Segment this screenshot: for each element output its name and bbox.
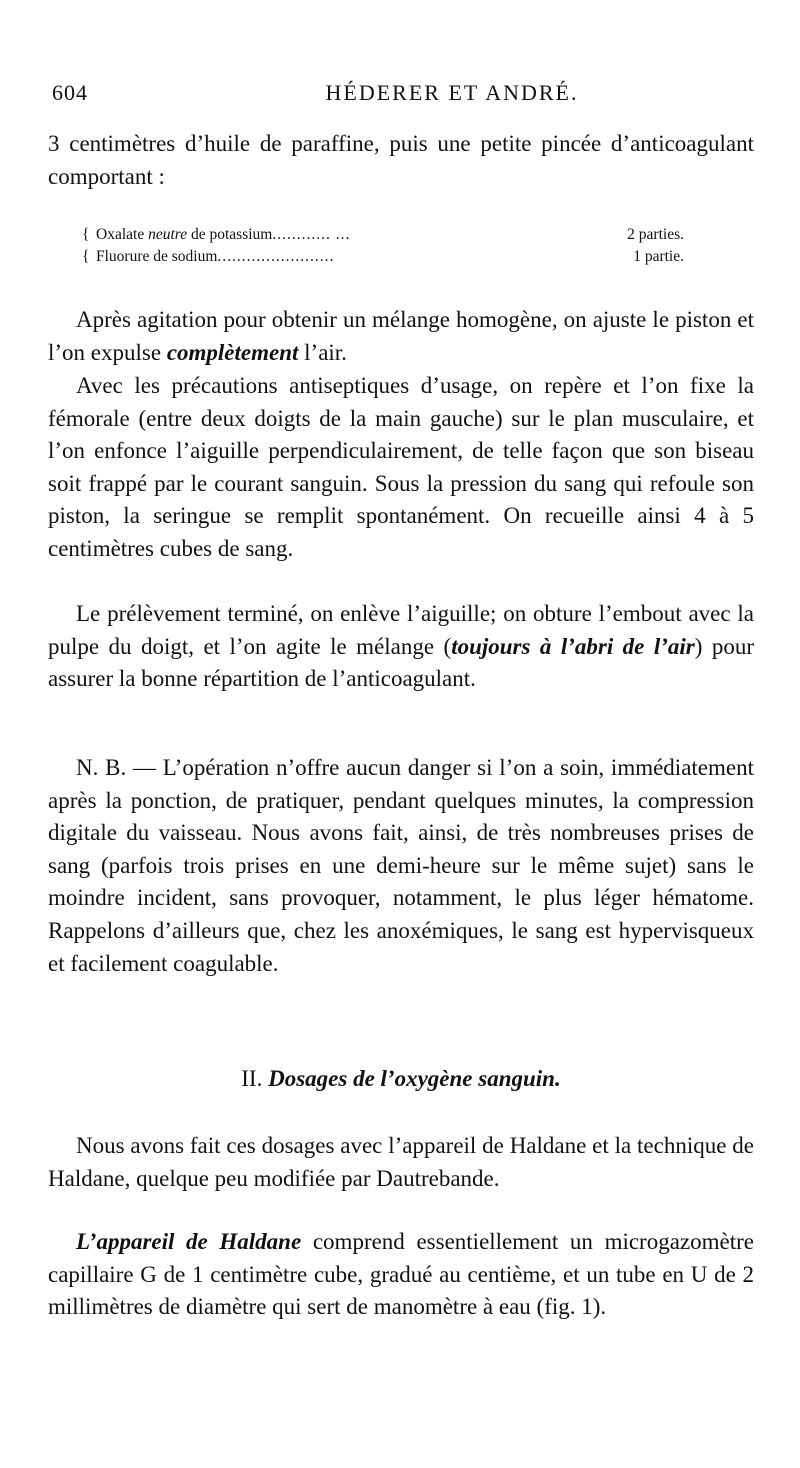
paragraph-nb: N. B. — L’opération n’offre aucun danger si l’on a soin, immédiatement après la ponction, de pratiquer, pendant quelques minutes, la compression digitale du vaisseau. Nous avons fait, ainsi, de très nombreuses prises de sang (parfois trois prises en une demi-heure sur le même sujet) sans le moindre incident, sans provoquer, notamment, le plus léger hématome. Rappelons d’ailleurs que, chez les anoxémiques, le sang est hypervisqueux et facilement coagulable.	[48, 755, 754, 976]
brace-glyph: {	[82, 226, 90, 243]
paragraph-dosages: Nous avons fait ces dosages avec l’appareil de Haldane et la technique de Haldane, quelque peu modifiée par Dautrebande.	[48, 1133, 754, 1191]
formula-quantity: 1 partie.	[629, 246, 684, 268]
formula-table	[82, 224, 702, 268]
formula-row	[82, 224, 702, 246]
intro-paragraph: 3 centimètres d’huile de paraffine, puis une petite pincée d’anticoagulant comportant :	[48, 131, 754, 189]
paragraph-femoral: Avec les précautions antiseptiques d’usage, on repère et l’on fixe la fémorale (entre deux doigts de la main gauche) sur le plan musculaire, et l’on enfonce l’aiguille perpendiculairement, de telle façon que son biseau soit frappé par le courant sanguin. Sous la pression du sang qui refoule son piston, la seringue se remplit spontanément. On recueille ainsi 4 à 5 centimètres cubes de sang.	[48, 373, 754, 561]
paragraph-prelevement: Le prélèvement terminé, on enlève l’aiguille; on obture l’embout avec la pulpe du doigt, et l’on agite le mélange (toujours à l’abri de l’air) pour assurer la bonne répartition de l’anticoagulant.	[48, 601, 754, 692]
formula-label: Oxalate neutre de potassium	[96, 226, 273, 243]
section-number: II.	[241, 1066, 263, 1091]
formula-quantity: 2 parties.	[623, 224, 684, 246]
section-heading	[48, 1066, 754, 1092]
running-title: HÉDERER ET ANDRÉ.	[325, 80, 579, 105]
paragraph-appareil: L’appareil de Haldane comprend essentiellement un microgazomètre capillaire G de 1 centimètre cube, gradué au centième, et un tube en U de 2 millimètres de diamètre qui sert de manomètre à eau (fig. 1).	[48, 1229, 754, 1320]
brace-glyph: {	[82, 248, 90, 265]
page-header	[52, 80, 752, 112]
leader-dots: ........................	[217, 248, 335, 265]
formula-row	[82, 246, 702, 268]
section-title: Dosages de l’oxygène sanguin.	[268, 1066, 561, 1091]
paragraph-agitation: Après agitation pour obtenir un mélange homogène, on ajuste le piston et l’on expulse complètement l’air.	[48, 307, 754, 365]
page-number: 604	[52, 80, 88, 105]
formula-label: Fluorure de sodium	[96, 248, 218, 265]
leader-dots: ............ ...	[272, 226, 351, 243]
